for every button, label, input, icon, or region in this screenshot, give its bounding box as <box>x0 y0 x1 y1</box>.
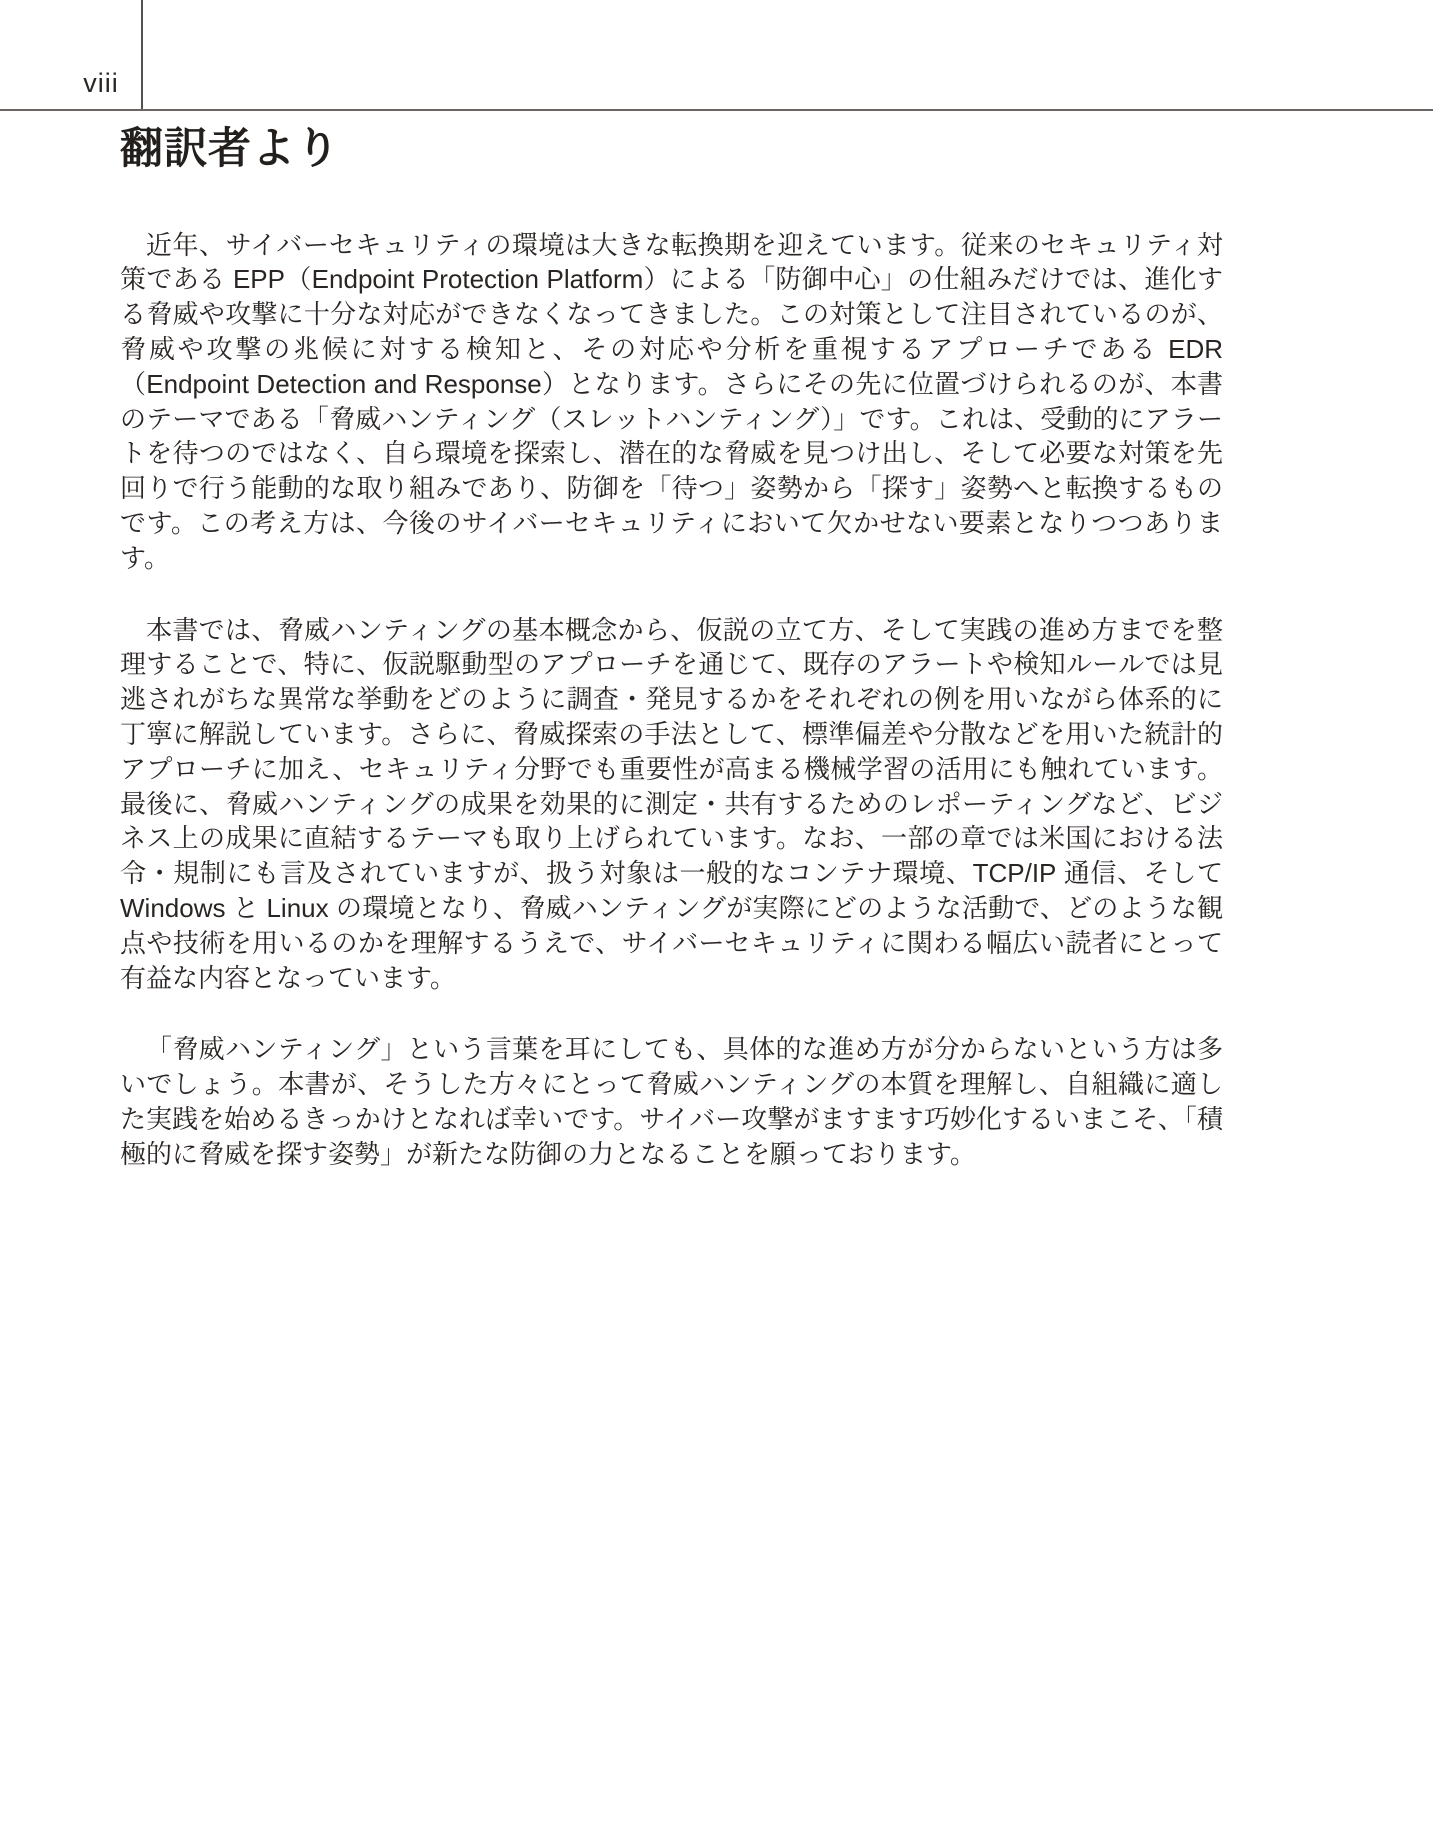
paragraph-1: 近年、サイバーセキュリティの環境は大きな転換期を迎えています。従来のセキュリティ対策である EPP（Endpoint Protection Platform）による「防御中心」の仕組みだけでは、進化する脅威や攻撃に十分な対応ができなくなってきました。この対策として注目されているのが、脅威や攻撃の兆候に対する検知と、その対応や分析を重視するアプローチである EDR（Endpoint Detection and Response）となります。さらにその先に位置づけられるのが、本書のテーマである「脅威ハンティング（スレットハンティング）」です。これは、受動的にアラートを待つのではなく、自ら環境を探索し、潜在的な脅威を見つけ出し、そして必要な対策を先回りで行う能動的な取り組みであり、防御を「待つ」姿勢から「探す」姿勢へと転換するものです。この考え方は、今後のサイバーセキュリティにおいて欠かせない要素となりつつあります。 <box>120 229 1223 573</box>
header-vertical-rule <box>141 0 143 111</box>
section-title: 翻訳者より <box>120 125 340 173</box>
paragraph-3: 「脅威ハンティング」という言葉を耳にしても、具体的な進め方が分からないという方は多いでしょう。本書が、そうした方々にとって脅威ハンティングの本質を理解し、自組織に適した実践を始めるきっかけとなれば幸いです。サイバー攻撃がますます巧妙化するいまこそ、「積極的に脅威を探す姿勢」が新たな防御の力となることを願っております。 <box>120 1034 1223 1169</box>
running-head <box>0 0 1433 111</box>
page-number: viii <box>83 68 119 98</box>
paragraph-2: 本書では、脅威ハンティングの基本概念から、仮説の立て方、そして実践の進め方までを整理することで、特に、仮説駆動型のアプローチを通じて、既存のアラートや検知ルールでは見逃されがちな異常な挙動をどのように調査・発見するかをそれぞれの例を用いながら体系的に丁寧に解説しています。さらに、脅威探索の手法として、標準偏差や分散などを用いた統計的アプローチに加え、セキュリティ分野でも重要性が高まる機械学習の活用にも触れています。最後に、脅威ハンティングの成果を効果的に測定・共有するためのレポーティングなど、ビジネス上の成果に直結するテーマも取り上げられています。なお、一部の章では米国における法令・規制にも言及されていますが、扱う対象は一般的なコンテナ環境、TCP/IP 通信、そして Windows と Linux の環境となり、脅威ハンティングが実際にどのような活動で、どのような観点や技術を用いるのかを理解するうえで、サイバーセキュリティに関わる幅広い読者にとって有益な内容となっています。 <box>120 614 1223 993</box>
header-horizontal-rule <box>0 109 1433 111</box>
page-content <box>120 124 1223 1172</box>
